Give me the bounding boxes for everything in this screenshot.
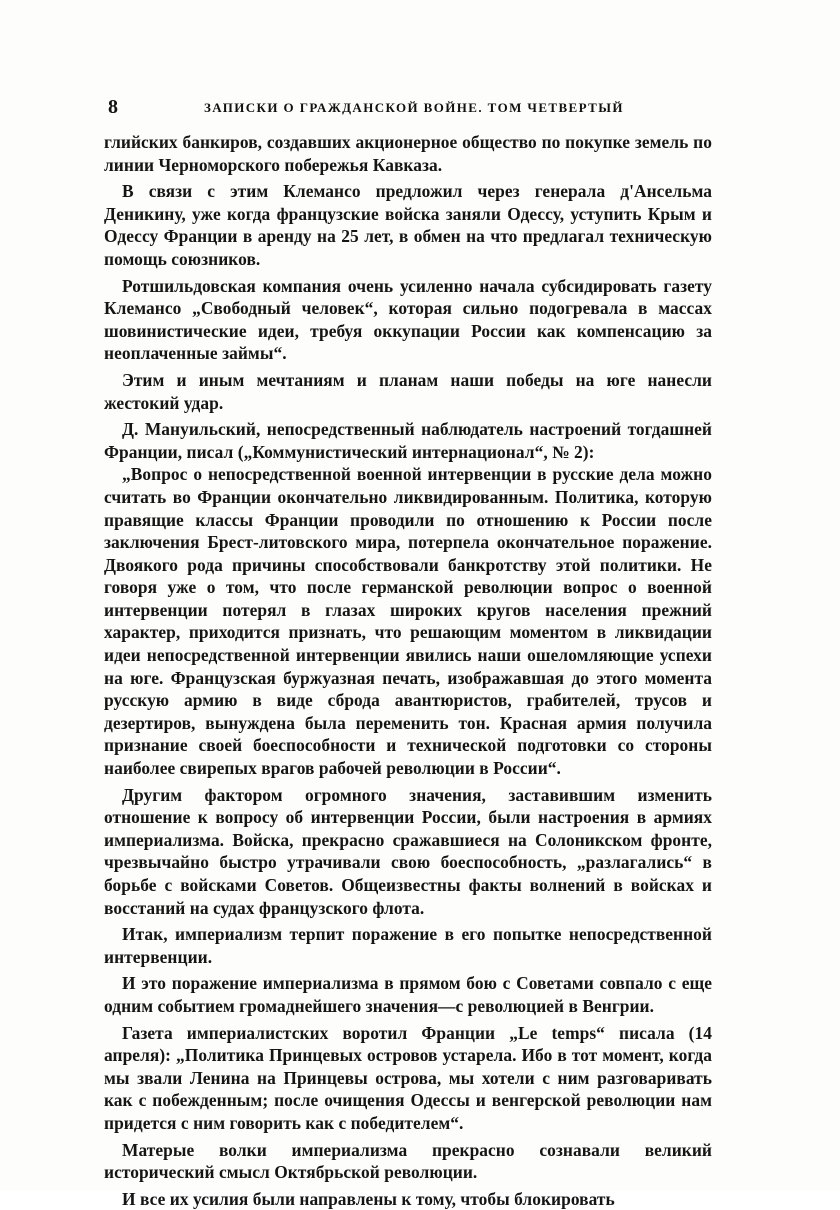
- paragraph: Д. Мануильский, непосредственный наблюдатель настроений тогдашней Франции, писал („Коммунистический интернационал“, № 2):: [104, 419, 712, 462]
- paragraph: И это поражение империализма в прямом бою с Советами совпало с еще одним событием громаднейшего значения—с революцией в Венгрии.: [104, 973, 712, 1016]
- paragraph: Матерые волки империализма прекрасно сознавали великий исторический смысл Октябрьской революции.: [104, 1139, 712, 1183]
- paragraph: Итак, империализм терпит поражение в его попытке непосредственной интервенции.: [104, 924, 712, 967]
- running-title: ЗАПИСКИ О ГРАЖДАНСКОЙ ВОЙНЕ. ТОМ ЧЕТВЕРТЫЙ: [204, 100, 624, 115]
- paragraph: Ротшильдовская компания очень усиленно начала субсидировать газету Клемансо „Свободный человек“, которая сильно подогревала в массах шовинистические идеи, требуя оккупации России как компенсацию за неоплаченные займы“.: [104, 275, 712, 364]
- paragraph: Этим и иным мечтаниям и планам наши победы на юге нанесли жестокий удар.: [104, 369, 712, 413]
- paragraph: Газета империалистских воротил Франции „Le temps“ писала (14 апреля): „Политика Принцевых островов устарела. Ибо в тот момент, когда мы звали Ленина на Принцевы острова, мы хотели с ним разговаривать как с побежденным; после очищения Одессы и венгерской революции нам придется с ним говорить как с победителем“.: [104, 1022, 712, 1133]
- page-number: 8: [108, 96, 118, 118]
- paragraph: В связи с этим Клемансо предложил через генерала д'Ансельма Деникину, уже когда французские войска заняли Одессу, уступить Крым и Одессу Франции в аренду на 25 лет, в обмен на что предлагал техническую помощь союзников.: [104, 181, 712, 269]
- body-text: [104, 131, 712, 1210]
- page-header: [108, 96, 712, 122]
- paragraph: глийских банкиров, создавших акционерное общество по покупке земель по линии Черноморского побережья Кавказа.: [104, 132, 712, 175]
- paragraph: И все их усилия были направлены к тому, чтобы блокировать: [122, 1188, 615, 1209]
- quote-paragraph: „Вопрос о непосредственной военной интервенции в русские дела можно считать во Франции окончательно ликвидированным. Политика, которую правящие классы Франции проводили по отношению к России после заключения Брест-литовского мира, потерпела окончательное поражение. Двоякого рода причины способствовали банкротству этой политики. Не говоря уже о том, что после германской революции вопрос о военной интервенции потерял в глазах широких кругов населения прежний характер, приходится признать, что решающим моментом в ликвидации идеи непосредственной интервенции явились наши ошеломляющие успехи на юге. Французская буржуазная печать, изображавшая до этого момента русскую армию в виде сброда авантюристов, грабителей, трусов и дезертиров, вынуждена была переменить тон. Красная армия получила признание своей боеспособности и технической подготовки со стороны наиболее свирепых врагов рабочей революции в России“.: [104, 464, 712, 779]
- paragraph: Другим фактором огромного значения, заставившим изменить отношение к вопросу об интервенции России, были настроения в армиях империализма. Войска, прекрасно сражавшиеся на Солоникском фронте, чрезвычайно быстро утрачивали свою боеспособность, „разлагались“ в борьбе с войсками Советов. Общеизвестны факты волнений в войсках и восстаний на судах французского флота.: [104, 784, 712, 918]
